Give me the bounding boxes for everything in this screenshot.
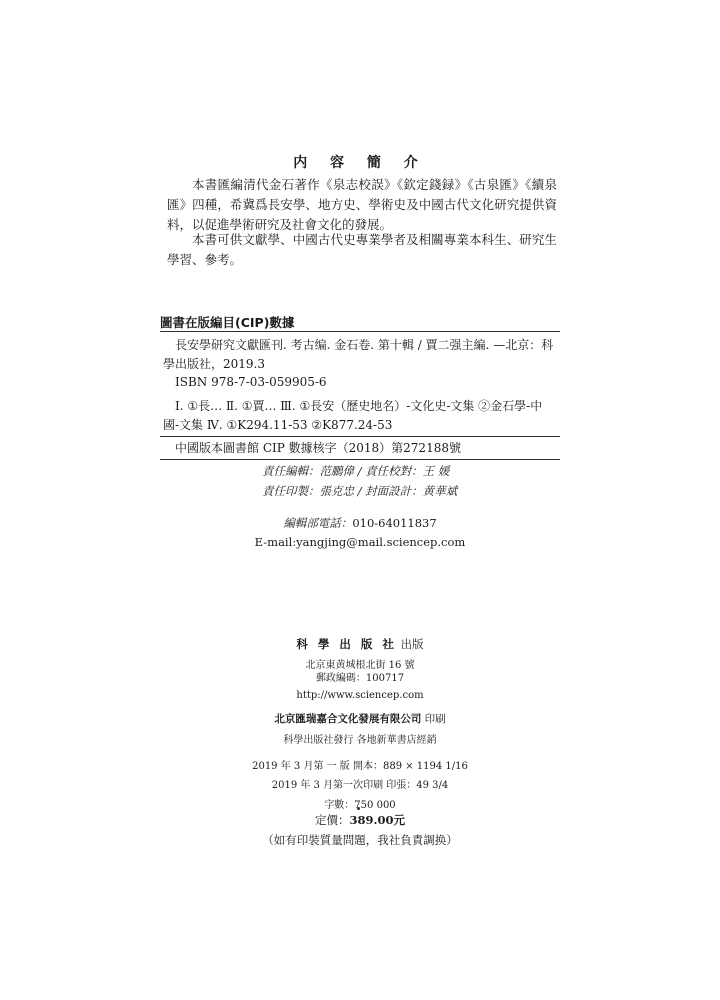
editorial-phone: [0, 515, 720, 531]
distribution-line: 科學出版社發行 各地新華書店經銷: [283, 735, 437, 746]
cip-isbn: ISBN 978-7-03-059905-6: [175, 375, 327, 389]
printer-name: 北京匯瑞嘉合文化發展有限公司: [274, 713, 422, 725]
publisher-line: [0, 636, 720, 652]
quality-note: （如有印裝質量問題，我社負責調换）: [262, 833, 458, 847]
page-title: 内 容 簡 介: [293, 155, 427, 171]
editorial-phone-number: 010-64011837: [352, 516, 437, 530]
summary-paragraph-2: 本書可供文獻學、中國古代史專業學者及相關專業本科生、研究生學習、參考。: [167, 232, 557, 267]
edition-line-2: 2019 年 3 月第一次印刷 印張：49 3/4: [271, 780, 449, 791]
publisher-name: 科 學 出 版 社: [296, 637, 397, 651]
publisher-address: 北京東黄城根北街 16 號: [305, 660, 415, 671]
price-label: 定價：: [314, 813, 350, 827]
credits-line-2: 責任印製：張克忠 / 封面設計：黄華斌: [262, 484, 458, 498]
editorial-phone-label: 編輯部電話：: [283, 516, 353, 530]
printer-suffix: 印刷: [424, 713, 446, 725]
cip-heading: 圖書在版編目(CIP)數據: [160, 315, 295, 330]
cip-top-rule: [160, 331, 560, 332]
cip-entry: 長安學研究文獻匯刊. 考古编. 金石卷. 第十輯 / 賈二强主編. —北京：科學出版社，2019.3: [163, 338, 554, 371]
price-line: [0, 812, 720, 828]
cip-record: 中國版本圖書館 CIP 數據核字（2018）第272188號: [175, 441, 461, 455]
cip-middle-rule: [160, 436, 560, 437]
cip-classification: Ⅰ. ①長… Ⅱ. ①賈… Ⅲ. ①長安（歷史地名）-文化史-文集 ②金石學-中國-文集 Ⅳ. ①K294.11-53 ②K877.24-53: [163, 399, 543, 432]
credits-line-1: 責任編輯：范鵬偉 / 責任校對：王 媛: [262, 464, 450, 478]
edition-line-1: 2019 年 3 月第 一 版 開本：889 × 1194 1/16: [252, 761, 468, 772]
publisher-url: http://www.sciencep.com: [296, 690, 424, 701]
word-count: 字數：750 000: [324, 800, 396, 811]
price-value: 389.00元: [349, 813, 405, 827]
summary-paragraph-1: 本書匯編清代金石著作《泉志校誤》《欽定錢録》《古泉匯》《續泉匯》四種，希冀爲長安學、地方史、學術史及中國古代文化研究提供資料，以促進學術研究及社會文化的發展。: [167, 177, 557, 232]
publisher-suffix: 出版: [400, 637, 424, 651]
cip-bottom-rule: [160, 459, 560, 460]
editorial-email: E-mail:yangjing@mail.sciencep.com: [254, 535, 466, 549]
printer-line: [0, 711, 720, 726]
publisher-postcode: 郵政編碼：100717: [315, 673, 405, 684]
